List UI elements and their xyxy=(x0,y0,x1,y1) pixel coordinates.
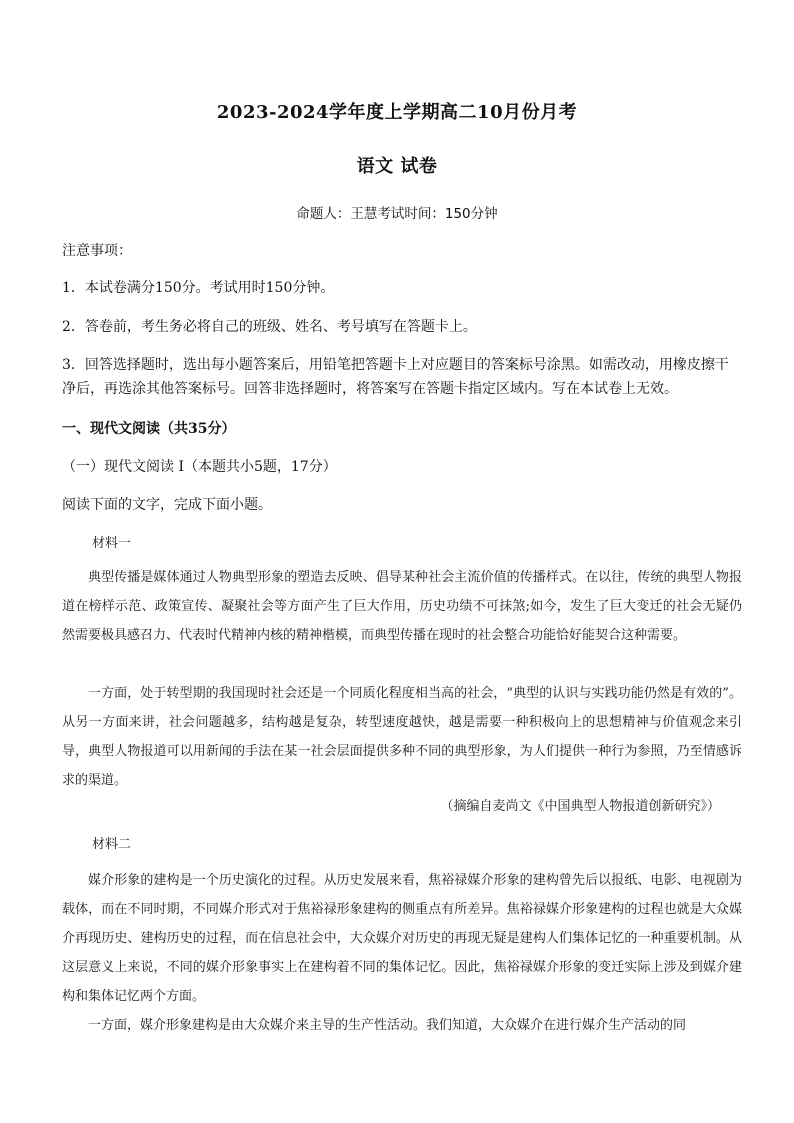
material-1-paragraph-1: 典型传播是媒体通过人物典型形象的塑造去反映、倡导某种社会主流价值的传播样式。在以往，传统的典型人物报道在榜样示范、政策宣传、凝聚社会等方面产生了巨大作用，历史功绩不可抹煞;如今，发生了巨大变迁的社会无疑仍然需要极具感召力、代表时代精神内核的精神楷模，而典型传播在现时的社会整合功能恰好能契合这种需要。 xyxy=(62,570,742,643)
section-heading: 一、现代文阅读（共35分） xyxy=(62,421,236,437)
section-instruction: 阅读下面的文字，完成下面小题。 xyxy=(62,497,272,513)
material-1-label: 材料一 xyxy=(92,536,132,551)
notice-heading: 注意事项： xyxy=(62,243,132,259)
notice-item-2: 2．答卷前，考生务必将自己的班级、姓名、考号填写在答题卡上。 xyxy=(62,319,477,335)
material-2-paragraph-1: 媒介形象的建构是一个历史演化的过程。从历史发展来看，焦裕禄媒介形象的建构曾先后以报纸、电影、电视剧为载体，而在不同时期，不同媒介形式对于焦裕禄形象建构的侧重点有所差异。焦裕禄媒介形象建构的过程也就是大众媒介再现历史、建构历史的过程，而在信息社会中，大众媒介对历史的再现无疑是建构人们集体记忆的一种重要机制。从这层意义上来说，不同的媒介形象事实上在建构着不同的集体记忆。因此，焦裕禄媒介形象的变迁实际上涉及到媒介建构和集体记忆两个方面。 xyxy=(62,873,742,1004)
exam-subtitle: 语文 试卷 xyxy=(356,156,438,177)
material-1-source: （摘编自麦尚文《中国典型人物报道创新研究》） xyxy=(440,799,720,814)
exam-title: 2023-2024学年度上学期高二10月份月考 xyxy=(216,102,578,123)
material-1-paragraph-2: 一方面，处于转型期的我国现时社会还是一个同质化程度相当高的社会，“典型的认识与实践功能仍然是有效的”。从另一方面来讲，社会问题越多，结构越是复杂，转型速度越快，越是需要一种积极向上的思想精神与价值观念来引导，典型人物报道可以用新闻的手法在某一社会层面提供多种不同的典型形象，为人们提供一种行为参照，乃至情感诉求的渠道。 xyxy=(62,686,742,788)
notice-item-3-cont: 净后，再选涂其他答案标号。回答非选择题时，将答案写在答题卡指定区域内。写在本试卷上无效。 xyxy=(62,381,678,397)
material-2-label: 材料二 xyxy=(92,837,132,852)
section-sub-heading: （一）现代文阅读 I（本题共小5题，17分） xyxy=(62,459,337,475)
exam-meta: 命题人：王慧考试时间：150分钟 xyxy=(296,206,498,222)
notice-item-3: 3．回答选择题时，选出每小题答案后，用铅笔把答题卡上对应题目的答案标号涂黑。如需改动，用橡皮擦干 xyxy=(62,357,729,373)
material-2-paragraph-2: 一方面，媒介形象建构是由大众媒介来主导的生产性活动。我们知道，大众媒介在进行媒介生产活动的同 xyxy=(88,1018,687,1033)
notice-item-1: 1．本试卷满分150分。考试用时150分钟。 xyxy=(62,280,335,296)
